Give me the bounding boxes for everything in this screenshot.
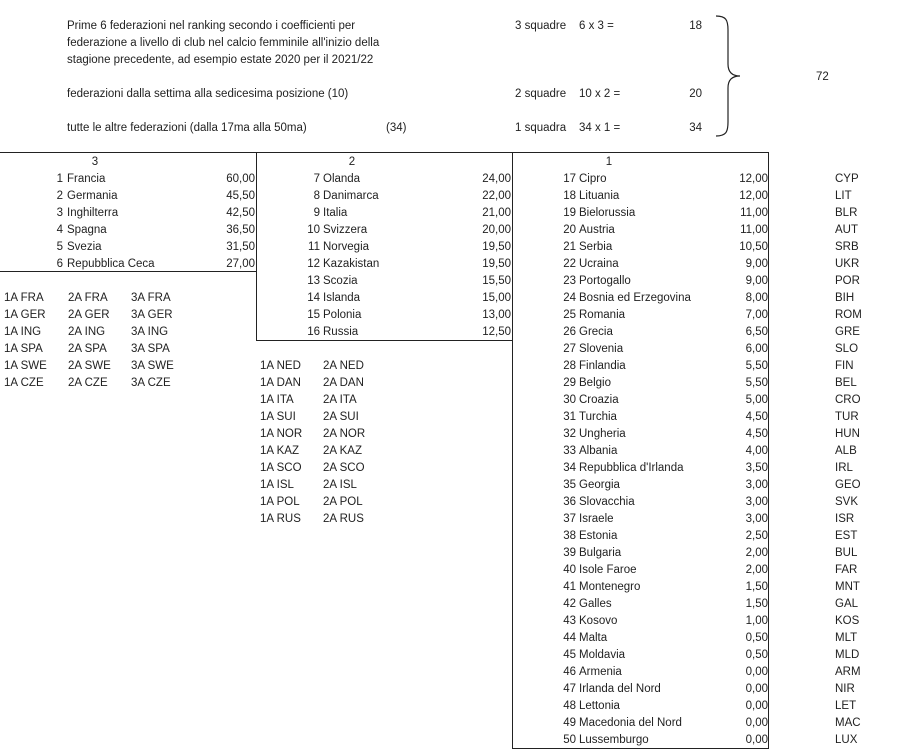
rank-cell: 3: [56, 207, 63, 219]
rank-cell: 18: [563, 190, 576, 202]
slot-label: 2A SWE: [68, 360, 111, 372]
coefficient-cell: 6,50: [745, 326, 768, 338]
federation-code: MLD: [835, 649, 860, 661]
federation-name: Montenegro: [579, 581, 641, 593]
rank-cell: 16: [307, 326, 320, 338]
federation-name: Croazia: [579, 394, 619, 406]
slot-label: 3A ING: [131, 326, 169, 338]
federation-code: BIH: [835, 292, 855, 304]
rank-cell: 10: [307, 224, 320, 236]
rank-cell: 4: [56, 224, 63, 236]
federation-name: Svezia: [67, 241, 102, 253]
federation-code: GEO: [835, 479, 861, 491]
slot-label: 2A FRA: [68, 292, 108, 304]
federation-code: AUT: [835, 224, 858, 236]
slot-label: 1A NED: [260, 360, 301, 372]
federation-name: Scozia: [323, 275, 358, 287]
coefficient-cell: 5,50: [745, 360, 768, 372]
slot-label: 2A SPA: [68, 343, 107, 355]
slot-label: 2A ITA: [323, 394, 357, 406]
rank-cell: 14: [307, 292, 320, 304]
slot-label: 2A POL: [323, 496, 363, 508]
federation-name: Grecia: [579, 326, 613, 338]
coefficient-cell: 20,00: [482, 224, 511, 236]
divider-g1-right: [768, 152, 769, 749]
coefficient-cell: 6,00: [745, 343, 768, 355]
coefficient-cell: 2,50: [745, 530, 768, 542]
rank-cell: 13: [307, 275, 320, 287]
federation-code: GAL: [835, 598, 859, 610]
coefficient-cell: 0,00: [745, 666, 768, 678]
rank-cell: 8: [313, 190, 320, 202]
slot-label: 2A ISL: [323, 479, 357, 491]
coefficient-cell: 4,50: [745, 411, 768, 423]
federation-name: Germania: [67, 190, 118, 202]
slot-label: 2A ING: [68, 326, 106, 338]
rank-cell: 11: [308, 241, 320, 253]
rank-cell: 38: [563, 530, 576, 542]
intro-line-3: stagione precedente, ad esempio estate 2020 per il 2021/22: [67, 54, 374, 66]
rank-cell: 15: [307, 309, 320, 321]
coefficient-cell: 7,00: [745, 309, 768, 321]
rank-cell: 29: [563, 377, 576, 389]
intro-row3-count: (34): [386, 122, 407, 134]
slot-label: 2A NOR: [323, 428, 366, 440]
squad-calc-2: 10 x 2 =: [579, 88, 621, 100]
rank-cell: 28: [563, 360, 576, 372]
rank-cell: 43: [563, 615, 576, 627]
federation-name: Islanda: [323, 292, 361, 304]
total-count: 72: [816, 71, 829, 83]
federation-name: Spagna: [67, 224, 107, 236]
coefficient-cell: 1,00: [745, 615, 768, 627]
federation-name: Russia: [323, 326, 359, 338]
slot-label: 1A NOR: [260, 428, 303, 440]
intro-row3-text: tutte le altre federazioni (dalla 17ma alla 50ma): [67, 122, 307, 134]
federation-name: Galles: [579, 598, 612, 610]
coefficient-cell: 0,00: [745, 700, 768, 712]
rank-cell: 20: [563, 224, 576, 236]
rank-cell: 27: [563, 343, 576, 355]
federation-name: Serbia: [579, 241, 613, 253]
slot-label: 1A ITA: [260, 394, 294, 406]
coefficient-cell: 42,50: [226, 207, 255, 219]
coefficient-cell: 36,50: [226, 224, 255, 236]
divider-g3-g2: [256, 152, 257, 341]
rank-cell: 49: [563, 717, 576, 729]
coefficient-cell: 12,50: [482, 326, 511, 338]
federation-code: CYP: [835, 173, 859, 185]
rank-cell: 39: [563, 547, 576, 559]
federation-code: MAC: [835, 717, 861, 729]
slot-label: 1A ING: [4, 326, 42, 338]
slot-label: 1A SWE: [4, 360, 47, 372]
coefficient-cell: 22,00: [482, 190, 511, 202]
squad-label-1: 3 squadre: [515, 20, 567, 32]
federation-name: Kazakistan: [323, 258, 380, 270]
table-top-border: [0, 152, 769, 153]
squad-label-3: 1 squadra: [515, 122, 567, 134]
rank-cell: 42: [563, 598, 576, 610]
federation-code: ARM: [835, 666, 861, 678]
coefficient-cell: 0,00: [745, 717, 768, 729]
federation-code: FIN: [835, 360, 854, 372]
slot-label: 3A CZE: [131, 377, 171, 389]
coefficient-cell: 45,50: [226, 190, 255, 202]
coefficient-cell: 11,00: [740, 207, 768, 219]
federation-code: ROM: [835, 309, 862, 321]
rank-cell: 41: [563, 581, 576, 593]
federation-code: HUN: [835, 428, 860, 440]
federation-name: Cipro: [579, 173, 607, 185]
coefficient-cell: 2,00: [745, 564, 768, 576]
federation-name: Turchia: [579, 411, 617, 423]
federation-name: Svizzera: [323, 224, 368, 236]
federation-name: Israele: [579, 513, 614, 525]
coefficient-cell: 15,00: [482, 292, 511, 304]
federation-code: UKR: [835, 258, 860, 270]
slot-label: 3A SWE: [131, 360, 174, 372]
squad-label-2: 2 squadre: [515, 88, 567, 100]
slot-label: 1A GER: [4, 309, 46, 321]
federation-code: FAR: [835, 564, 858, 576]
rank-cell: 50: [563, 734, 576, 746]
rank-cell: 12: [307, 258, 320, 270]
federation-name: Ungheria: [579, 428, 626, 440]
rank-cell: 30: [563, 394, 576, 406]
federation-code: MNT: [835, 581, 860, 593]
coefficient-cell: 19,50: [482, 241, 511, 253]
rank-cell: 17: [563, 173, 576, 185]
slot-label: 2A SCO: [323, 462, 365, 474]
intro-line-1: Prime 6 federazioni nel ranking secondo i coefficienti per: [67, 20, 356, 32]
slot-label: 1A DAN: [260, 377, 301, 389]
federation-code: SRB: [835, 241, 859, 253]
coefficient-cell: 13,00: [482, 309, 511, 321]
coefficient-cell: 0,50: [745, 649, 768, 661]
slot-label: 1A RUS: [260, 513, 301, 525]
rank-cell: 31: [563, 411, 576, 423]
federation-code: BUL: [835, 547, 858, 559]
rank-cell: 32: [563, 428, 576, 440]
federation-name: Belgio: [579, 377, 611, 389]
federation-name: Armenia: [579, 666, 622, 678]
federation-code: EST: [835, 530, 858, 542]
federation-name: Repubblica Ceca: [67, 258, 155, 270]
federation-code: MLT: [835, 632, 858, 644]
coefficient-cell: 3,00: [745, 479, 768, 491]
coefficient-cell: 31,50: [226, 241, 255, 253]
federation-name: Bielorussia: [579, 207, 636, 219]
rank-cell: 34: [563, 462, 576, 474]
federation-code: LET: [835, 700, 857, 712]
federation-name: Francia: [67, 173, 106, 185]
federation-name: Romania: [579, 309, 626, 321]
group3-header: 3: [91, 156, 99, 168]
coefficient-cell: 0,50: [745, 632, 768, 644]
coefficient-cell: 9,00: [745, 275, 768, 287]
coefficient-cell: 60,00: [226, 173, 255, 185]
federation-code: ALB: [835, 445, 857, 457]
slot-label: 3A GER: [131, 309, 173, 321]
coefficient-cell: 19,50: [482, 258, 511, 270]
federation-code: BLR: [835, 207, 858, 219]
federation-name: Austria: [579, 224, 615, 236]
squad-result-3: 34: [689, 122, 702, 134]
coefficient-cell: 21,00: [482, 207, 511, 219]
slot-label: 1A SUI: [260, 411, 296, 423]
curly-brace-icon: [712, 14, 748, 138]
federation-name: Slovacchia: [579, 496, 635, 508]
federation-name: Lussemburgo: [579, 734, 649, 746]
rank-cell: 47: [563, 683, 576, 695]
coefficient-cell: 0,00: [745, 683, 768, 695]
coefficient-cell: 10,50: [739, 241, 768, 253]
slot-label: 3A FRA: [131, 292, 171, 304]
slot-label: 2A CZE: [68, 377, 108, 389]
federation-code: TUR: [835, 411, 859, 423]
federation-code: KOS: [835, 615, 860, 627]
slot-label: 1A CZE: [4, 377, 44, 389]
coefficient-cell: 8,00: [745, 292, 768, 304]
rank-cell: 19: [563, 207, 576, 219]
federation-name: Kosovo: [579, 615, 618, 627]
rank-cell: 45: [563, 649, 576, 661]
federation-name: Repubblica d'Irlanda: [579, 462, 684, 474]
rank-cell: 22: [563, 258, 576, 270]
federation-name: Lituania: [579, 190, 620, 202]
slot-label: 1A FRA: [4, 292, 44, 304]
federation-code: LIT: [835, 190, 852, 202]
coefficient-cell: 5,50: [745, 377, 768, 389]
rank-cell: 9: [313, 207, 320, 219]
coefficient-cell: 3,00: [745, 513, 768, 525]
rank-cell: 26: [563, 326, 576, 338]
federation-name: Moldavia: [579, 649, 626, 661]
federation-code: POR: [835, 275, 860, 287]
slot-label: 1A POL: [260, 496, 300, 508]
federation-name: Norvegia: [323, 241, 370, 253]
federation-name: Albania: [579, 445, 618, 457]
coefficient-cell: 5,00: [745, 394, 768, 406]
coefficient-cell: 9,00: [745, 258, 768, 270]
rank-cell: 37: [563, 513, 576, 525]
rank-cell: 36: [563, 496, 576, 508]
rank-cell: 23: [563, 275, 576, 287]
slot-label: 1A KAZ: [260, 445, 299, 457]
federation-name: Portogallo: [579, 275, 631, 287]
federation-name: Italia: [323, 207, 348, 219]
federation-name: Inghilterra: [67, 207, 119, 219]
federation-code: BEL: [835, 377, 857, 389]
slot-label: 1A SCO: [260, 462, 302, 474]
coefficient-cell: 24,00: [482, 173, 511, 185]
federation-name: Slovenia: [579, 343, 624, 355]
group2-header: 2: [348, 156, 356, 168]
federation-name: Macedonia del Nord: [579, 717, 682, 729]
slot-label: 3A SPA: [131, 343, 170, 355]
federation-name: Danimarca: [323, 190, 379, 202]
slot-label: 2A NED: [323, 360, 364, 372]
federation-name: Polonia: [323, 309, 362, 321]
coefficient-cell: 1,50: [745, 581, 768, 593]
squad-calc-1: 6 x 3 =: [579, 20, 614, 32]
federation-code: ISR: [835, 513, 855, 525]
coefficient-cell: 1,50: [745, 598, 768, 610]
rank-cell: 33: [563, 445, 576, 457]
coefficient-cell: 4,50: [745, 428, 768, 440]
federation-name: Estonia: [579, 530, 618, 542]
coefficient-cell: 3,00: [745, 496, 768, 508]
federation-name: Ucraina: [579, 258, 619, 270]
federation-code: SLO: [835, 343, 859, 355]
federation-code: GRE: [835, 326, 860, 338]
slot-label: 2A KAZ: [323, 445, 362, 457]
federation-name: Isole Faroe: [579, 564, 637, 576]
rank-cell: 25: [563, 309, 576, 321]
group1-header: 1: [605, 156, 613, 168]
federation-name: Olanda: [323, 173, 361, 185]
rank-cell: 44: [563, 632, 576, 644]
rank-cell: 48: [563, 700, 576, 712]
intro-row2-text: federazioni dalla settima alla sedicesima posizione (10): [67, 88, 349, 100]
slot-label: 1A SPA: [4, 343, 43, 355]
coefficient-cell: 12,00: [739, 190, 768, 202]
rank-cell: 40: [563, 564, 576, 576]
federation-name: Bosnia ed Erzegovina: [579, 292, 691, 304]
rank-cell: 2: [56, 190, 63, 202]
rank-cell: 24: [563, 292, 576, 304]
federation-code: LUX: [835, 734, 858, 746]
rank-cell: 1: [56, 173, 63, 185]
squad-result-2: 20: [689, 88, 702, 100]
divider-g2-g1: [512, 152, 513, 749]
coefficient-cell: 12,00: [739, 173, 768, 185]
coefficient-cell: 4,00: [745, 445, 768, 457]
federation-code: IRL: [835, 462, 853, 474]
slot-label: 2A GER: [68, 309, 110, 321]
federation-name: Malta: [579, 632, 608, 644]
rank-cell: 46: [563, 666, 576, 678]
federation-name: Lettonia: [579, 700, 620, 712]
coefficient-cell: 11,00: [740, 224, 768, 236]
coefficient-cell: 2,00: [745, 547, 768, 559]
slot-label: 2A DAN: [323, 377, 364, 389]
coefficient-cell: 27,00: [226, 258, 255, 270]
rank-cell: 35: [563, 479, 576, 491]
coefficient-cell: 3,50: [745, 462, 768, 474]
slot-label: 1A ISL: [260, 479, 294, 491]
federation-code: SVK: [835, 496, 859, 508]
coefficient-cell: 15,50: [482, 275, 511, 287]
rank-cell: 7: [313, 173, 320, 185]
slot-label: 2A RUS: [323, 513, 364, 525]
rank-cell: 6: [56, 258, 63, 270]
federation-code: NIR: [835, 683, 855, 695]
slot-label: 2A SUI: [323, 411, 359, 423]
federation-name: Finlandia: [579, 360, 626, 372]
rank-cell: 21: [563, 241, 576, 253]
federation-name: Georgia: [579, 479, 620, 491]
squad-result-1: 18: [689, 20, 702, 32]
rank-cell: 5: [56, 241, 63, 253]
coefficient-cell: 0,00: [745, 734, 768, 746]
federation-name: Irlanda del Nord: [579, 683, 661, 695]
federation-code: CRO: [835, 394, 861, 406]
federation-name: Bulgaria: [579, 547, 622, 559]
intro-line-2: federazione a livello di club nel calcio femminile all'inizio della: [67, 37, 380, 49]
squad-calc-3: 34 x 1 =: [579, 122, 621, 134]
